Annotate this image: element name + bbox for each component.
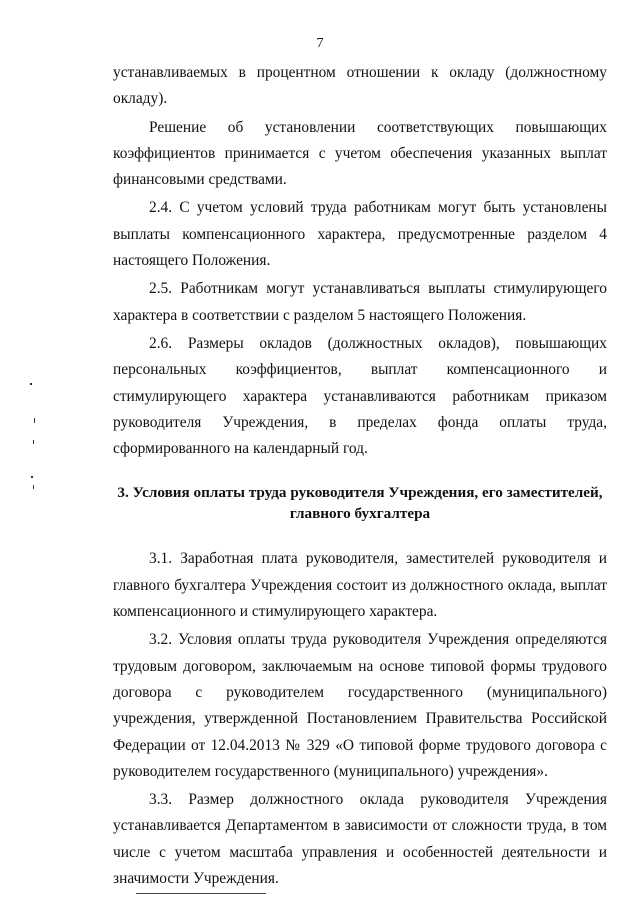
paragraph-3-1: 3.1. Заработная плата руководителя, заместителей руководителя и главного бухгалтера Учреждения состоит из должностного оклада, выплат компенсационного и стимулирующего характера. xyxy=(113,550,607,621)
paragraph-2-4: 2.4. С учетом условий труда работникам могут быть установлены выплаты компенсационного характера, предусмотренные разделом 4 настоящего Положения. xyxy=(113,199,607,270)
scan-speck xyxy=(30,383,32,385)
paragraph-decision: Решение об установлении соответствующих повышающих коэффициентов принимается с учетом обеспечения указанных выплат финансовыми средствами. xyxy=(113,118,607,189)
scan-speck xyxy=(33,485,34,489)
paragraph-2-6: 2.6. Размеры окладов (должностных окладов), повышающих персональных коэффициентов, выплат компенсационного и стимулирующего характера устанавливаются работникам приказом руководителя Учреждения, в пределах фонда оплаты труда, сформированного на календарный год. xyxy=(113,334,607,458)
paragraph-3-3: 3.3. Размер должностного оклада руководителя Учреждения устанавливается Департаментом в зависимости от сложности труда, в том числе с учетом масштаба управления и особенностей деятельности и значимости Учреждения. xyxy=(113,791,607,888)
section-heading: 3. Условия оплаты труда руководителя Учреждения, его заместителей, главного бухгалтера xyxy=(117,484,603,523)
scan-speck xyxy=(33,440,34,444)
paragraph-3-2: 3.2. Условия оплаты труда руководителя Учреждения определяются трудовым договором, заключаемым на основе типовой формы трудового договора с руководителем государственного (муниципального) учреждения, утвержденной Постановлением Правительства Российской Федерации от 12.04.2013 № 329 «О типовой форме трудового договора с руководителем государственного (муниципального) учреждения». xyxy=(113,631,607,780)
footnote-divider xyxy=(136,893,266,894)
document-body xyxy=(113,60,607,892)
page-number: 7 xyxy=(316,36,324,51)
paragraph-continuation: устанавливаемых в процентном отношении к окладу (должностному окладу). xyxy=(113,64,607,108)
scan-speck xyxy=(34,418,35,423)
paragraph-2-5: 2.5. Работникам могут устанавливаться выплаты стимулирующего характера в соответствии с разделом 5 настоящего Положения. xyxy=(113,280,607,324)
scan-speck xyxy=(31,476,33,478)
